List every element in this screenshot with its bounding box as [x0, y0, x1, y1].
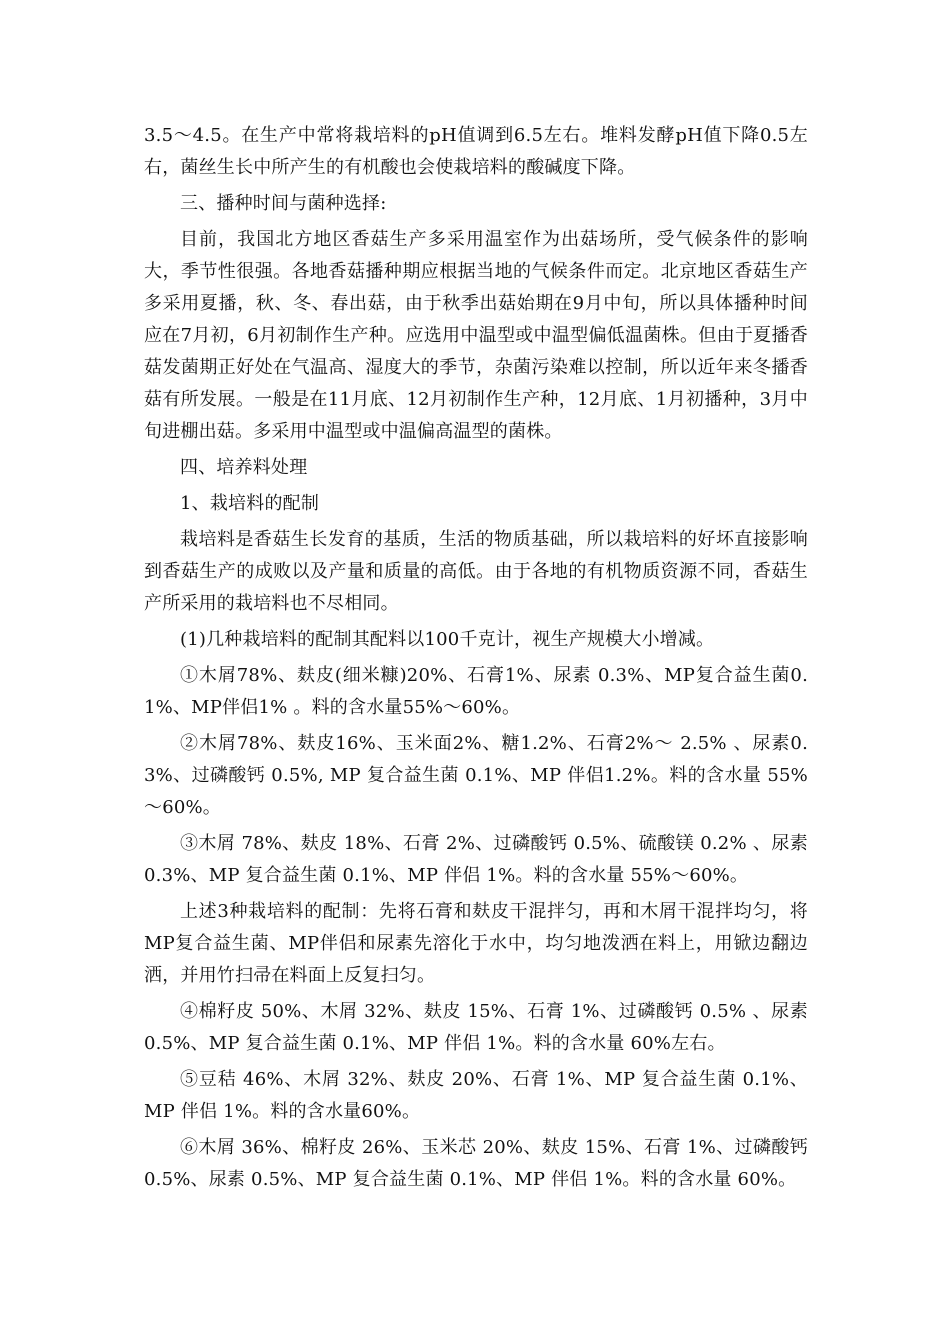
- paragraph-formula-intro: (1)几种栽培料的配制其配料以100千克计，视生产规模大小增减。: [180, 629, 715, 650]
- formula-item-5: ⑤豆秸 46%、木屑 32%、麸皮 20%、石膏 1%、MP 复合益生菌 0.1%、MP 伴侣 1%。料的含水量60%。: [144, 1069, 808, 1122]
- paragraph-ph-value: 3.5～4.5。在生产中常将栽培料的pH值调到6.5左右。堆料发酵pH值下降0.5左右，菌丝生长中所产生的有机酸也会使栽培料的酸碱度下降。: [144, 125, 808, 178]
- paragraph-sowing-time: 目前，我国北方地区香菇生产多采用温室作为出菇场所，受气候条件的影响大，季节性很强。各地香菇播种期应根据当地的气候条件而定。北京地区香菇生产多采用夏播，秋、冬、春出菇，由于秋季出菇始期在9月中旬，所以具体播种时间应在7月初，6月初制作生产种。应选用中温型或中温型偏低温菌株。但由于夏播香菇发菌期正好处在气温高、湿度大的季节，杂菌污染难以控制，所以近年来冬播香菇有所发展。一般是在11月底、12月初制作生产种，12月底、1月初播种，3月中旬进棚出菇。多采用中温型或中温偏高温型的菌株。: [144, 229, 808, 442]
- subheading-medium-preparation: 1、栽培料的配制: [180, 493, 320, 514]
- paragraph-medium-intro: 栽培料是香菇生长发育的基质，生活的物质基础，所以栽培料的好坏直接影响到香菇生产的成败以及产量和质量的高低。由于各地的有机物质资源不同，香菇生产所采用的栽培料也不尽相同。: [144, 529, 808, 614]
- paragraph-mixing-method: 上述3种栽培料的配制：先将石膏和麸皮干混拌匀，再和木屑干混拌均匀，将MP复合益生菌、MP伴侣和尿素先溶化于水中，均匀地泼洒在料上，用锨边翻边洒，并用竹扫帚在料面上反复扫匀。: [144, 901, 808, 986]
- formula-item-4: ④棉籽皮 50%、木屑 32%、麸皮 15%、石膏 1%、过磷酸钙 0.5% 、尿素 0.5%、MP 复合益生菌 0.1%、MP 伴侣 1%。料的含水量 60%左右。: [144, 1001, 808, 1054]
- formula-item-3: ③木屑 78%、麸皮 18%、石膏 2%、过磷酸钙 0.5%、硫酸镁 0.2% 、尿素 0.3%、MP 复合益生菌 0.1%、MP 伴侣 1%。料的含水量 55%～60%。: [144, 833, 808, 886]
- formula-item-2: ②木屑78%、麸皮16%、玉米面2%、糖1.2%、石膏2%～ 2.5% 、尿素0.3%、过磷酸钙 0.5%, MP 复合益生菌 0.1%、MP 伴侣1.2%。料的含水量 55%～60%。: [144, 733, 808, 818]
- formula-item-6: ⑥木屑 36%、棉籽皮 26%、玉米芯 20%、麸皮 15%、石膏 1%、过磷酸钙 0.5%、尿素 0.5%、MP 复合益生菌 0.1%、MP 伴侣 1%。料的含水量 60%。: [144, 1137, 808, 1190]
- formula-item-1: ①木屑78%、麸皮(细米糠)20%、石膏1%、尿素 0.3%、MP复合益生菌0.1%、MP伴侣1% 。料的含水量55%～60%。: [144, 665, 808, 718]
- heading-medium-treatment: 四、培养料处理: [180, 457, 308, 478]
- document-page: [144, 120, 808, 1196]
- heading-sowing-time: 三、播种时间与菌种选择:: [180, 193, 387, 214]
